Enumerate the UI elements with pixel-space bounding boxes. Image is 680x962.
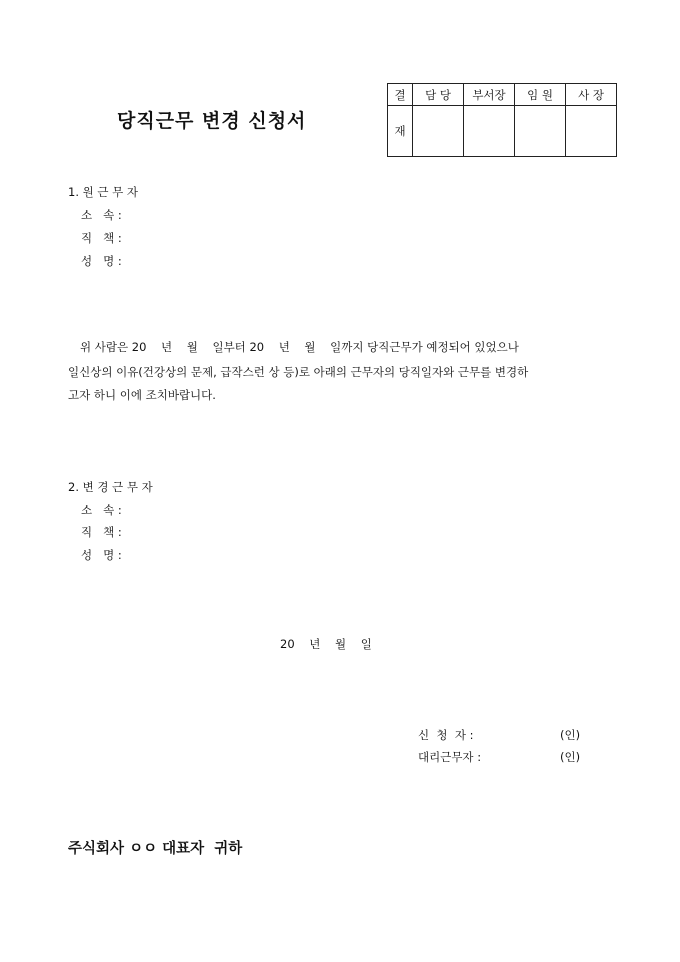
section2-heading: 2. 변 경 근 무 자 [68,480,153,494]
approval-header-manager: 담 당 [413,84,464,106]
substitute-label: 대리근무자 : [418,750,482,764]
approval-header-dept-head: 부서장 [464,84,515,106]
section2-position-field: 직 책 : [81,525,122,539]
approval-side-bottom: 재 [388,106,413,157]
approval-sign-executive[interactable] [515,106,566,157]
approval-header-executive: 임 원 [515,84,566,106]
document-title: 당직근무 변경 신청서 [117,110,307,132]
approval-side-top: 결 [388,84,413,106]
date-line: 20 년 월 일 [280,637,372,651]
section2-name-field: 성 명 : [81,548,122,562]
approval-sign-manager[interactable] [413,106,464,157]
approval-sign-president[interactable] [566,106,617,157]
recipient-line: 주식회사 ㅇㅇ 대표자 귀하 [68,840,243,857]
section1-position-field: 직 책 : [81,231,122,245]
approval-table [387,83,617,157]
paragraph-line-3: 고자 하니 이에 조치바랍니다. [68,388,216,402]
paragraph-line-2: 일신상의 이유(건강상의 문제, 급작스런 상 등)로 아래의 근무자의 당직일자와 근무를 변경하 [68,365,529,379]
approval-header-president: 사 장 [566,84,617,106]
paragraph-line-1: 위 사람은 20 년 월 일부터 20 년 월 일까지 당직근무가 예정되어 있었으나 [80,340,519,354]
approval-sign-dept-head[interactable] [464,106,515,157]
section1-dept-field: 소 속 : [81,208,122,222]
substitute-seal: (인) [560,750,581,764]
section2-dept-field: 소 속 : [81,503,122,517]
applicant-seal: (인) [560,728,581,742]
applicant-label: 신 청 자 : [418,728,474,742]
section1-heading: 1. 원 근 무 자 [68,185,139,199]
section1-name-field: 성 명 : [81,254,122,268]
